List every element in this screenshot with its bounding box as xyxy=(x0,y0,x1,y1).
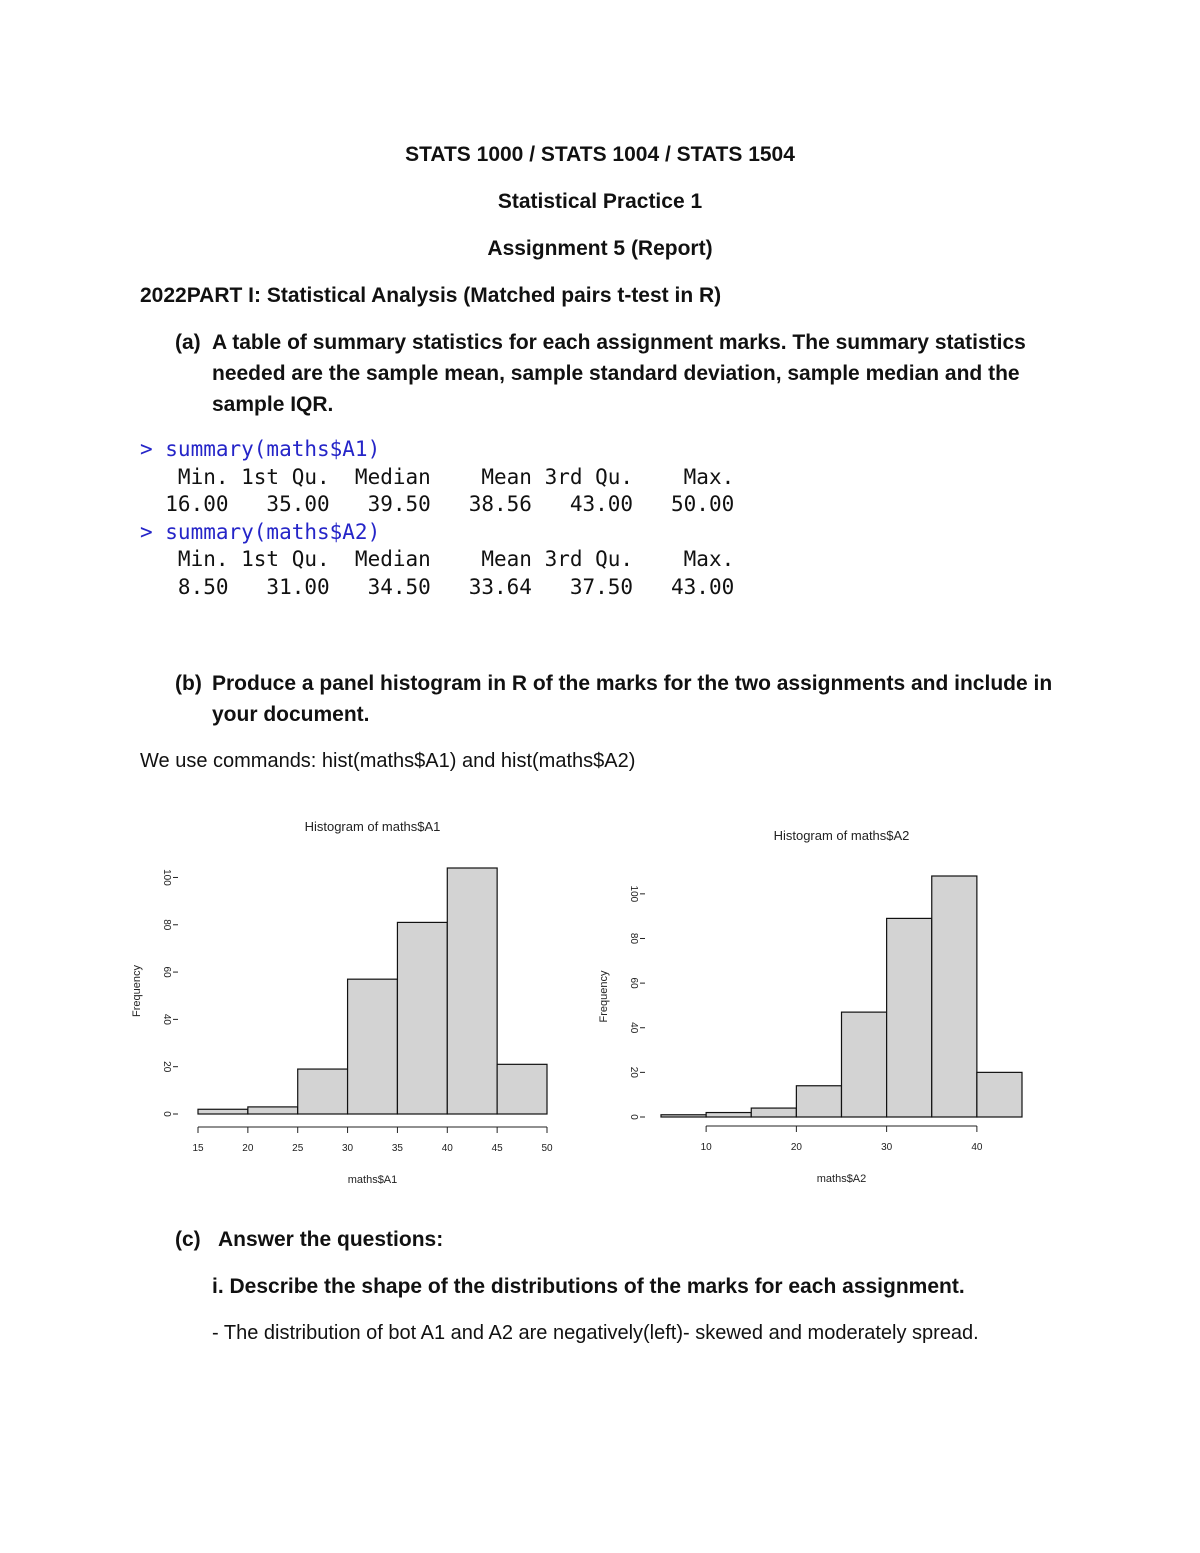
part-heading: 2022PART I: Statistical Analysis (Matched pairs t-test in R) xyxy=(140,284,722,307)
histogram-bar xyxy=(298,1069,348,1114)
subject-title: Statistical Practice 1 xyxy=(497,190,703,213)
histogram-bar xyxy=(751,1108,796,1117)
histogram-bar xyxy=(842,1012,887,1117)
answer-i: - The distribution of bot A1 and A2 are negatively(left)- skewed and moderately spread. xyxy=(212,1322,979,1344)
x-axis-label: maths$A2 xyxy=(816,1173,867,1185)
assignment-title: Assignment 5 (Report) xyxy=(487,237,713,260)
x-axis-label: maths$A1 xyxy=(347,1174,398,1186)
y-tick-label: 100 xyxy=(628,885,639,903)
histogram-bar xyxy=(932,876,977,1117)
x-tick-label: 35 xyxy=(391,1143,403,1154)
x-tick-label: 15 xyxy=(192,1143,204,1154)
r-console-output xyxy=(140,436,840,601)
x-tick-label: 45 xyxy=(491,1143,503,1154)
chart-title: Histogram of maths$A2 xyxy=(773,828,910,843)
y-tick-label: 0 xyxy=(161,1111,172,1117)
histogram-bar xyxy=(348,979,398,1114)
question-b-label: (b) xyxy=(175,672,202,695)
y-tick-label: 20 xyxy=(628,1066,639,1078)
r-command-a1: > summary(maths$A1) xyxy=(140,437,381,461)
y-axis-label: Frequency xyxy=(598,970,610,1023)
question-b-line2: your document. xyxy=(212,703,370,726)
y-tick-label: 0 xyxy=(628,1114,639,1120)
y-tick-label: 100 xyxy=(161,869,172,886)
question-a-label: (a) xyxy=(175,331,201,354)
x-tick-label: 30 xyxy=(881,1142,893,1153)
histogram-a2 xyxy=(595,818,1045,1203)
histogram-bar xyxy=(661,1115,706,1117)
question-a-line1: A table of summary statistics for each assignment marks. The summary statistics xyxy=(212,331,1026,354)
question-b-line1: Produce a panel histogram in R of the marks for the two assignments and include in xyxy=(212,672,1053,695)
question-c-label: (c) xyxy=(175,1228,201,1251)
y-tick-label: 80 xyxy=(628,932,639,945)
y-tick-label: 60 xyxy=(628,977,639,989)
commands-note: We use commands: hist(maths$A1) and hist(maths$A2) xyxy=(140,750,636,772)
x-tick-label: 30 xyxy=(342,1143,354,1154)
histogram-bar xyxy=(248,1107,298,1114)
y-tick-label: 60 xyxy=(161,966,172,978)
question-a-line3: sample IQR. xyxy=(212,393,334,416)
histogram-bar xyxy=(497,1064,547,1114)
question-a-text xyxy=(212,327,1026,420)
x-tick-label: 10 xyxy=(700,1142,712,1153)
question-a-line2: needed are the sample mean, sample standard deviation, sample median and the xyxy=(212,362,1020,385)
histogram-a1 xyxy=(130,805,570,1195)
question-c-sub-i: i. Describe the shape of the distributions of the marks for each assignment. xyxy=(212,1275,965,1298)
x-tick-label: 40 xyxy=(441,1143,453,1154)
course-title: STATS 1000 / STATS 1004 / STATS 1504 xyxy=(405,143,795,166)
x-tick-label: 25 xyxy=(292,1143,304,1154)
x-tick-label: 20 xyxy=(790,1142,802,1153)
histogram-bar xyxy=(397,922,447,1114)
r-summary-header-a1: Min. 1st Qu. Median Mean 3rd Qu. Max. xyxy=(140,464,747,489)
histogram-bar xyxy=(887,918,932,1117)
histogram-bar xyxy=(447,868,497,1114)
r-command-a2: > summary(maths$A2) xyxy=(140,519,381,544)
y-tick-label: 20 xyxy=(161,1061,172,1073)
r-summary-header-a2: Min. 1st Qu. Median Mean 3rd Qu. Max. xyxy=(140,547,747,571)
x-tick-label: 50 xyxy=(541,1143,553,1154)
question-c-title: Answer the questions: xyxy=(218,1228,444,1251)
y-tick-label: 80 xyxy=(161,919,172,931)
histogram-bar xyxy=(198,1109,248,1114)
chart-title: Histogram of maths$A1 xyxy=(304,819,441,834)
histogram-bar xyxy=(796,1086,841,1117)
question-b-text xyxy=(212,668,1052,730)
y-tick-label: 40 xyxy=(161,1013,172,1025)
y-axis-label: Frequency xyxy=(131,965,143,1017)
x-tick-label: 40 xyxy=(971,1142,983,1153)
x-tick-label: 20 xyxy=(242,1143,254,1154)
y-tick-label: 40 xyxy=(628,1022,639,1034)
r-summary-values-a1: 16.00 35.00 39.50 38.56 43.00 50.00 xyxy=(140,492,747,516)
histogram-bar xyxy=(706,1113,751,1117)
histogram-bar xyxy=(977,1072,1022,1117)
r-summary-values-a2: 8.50 31.00 34.50 33.64 37.50 43.00 xyxy=(140,574,747,599)
